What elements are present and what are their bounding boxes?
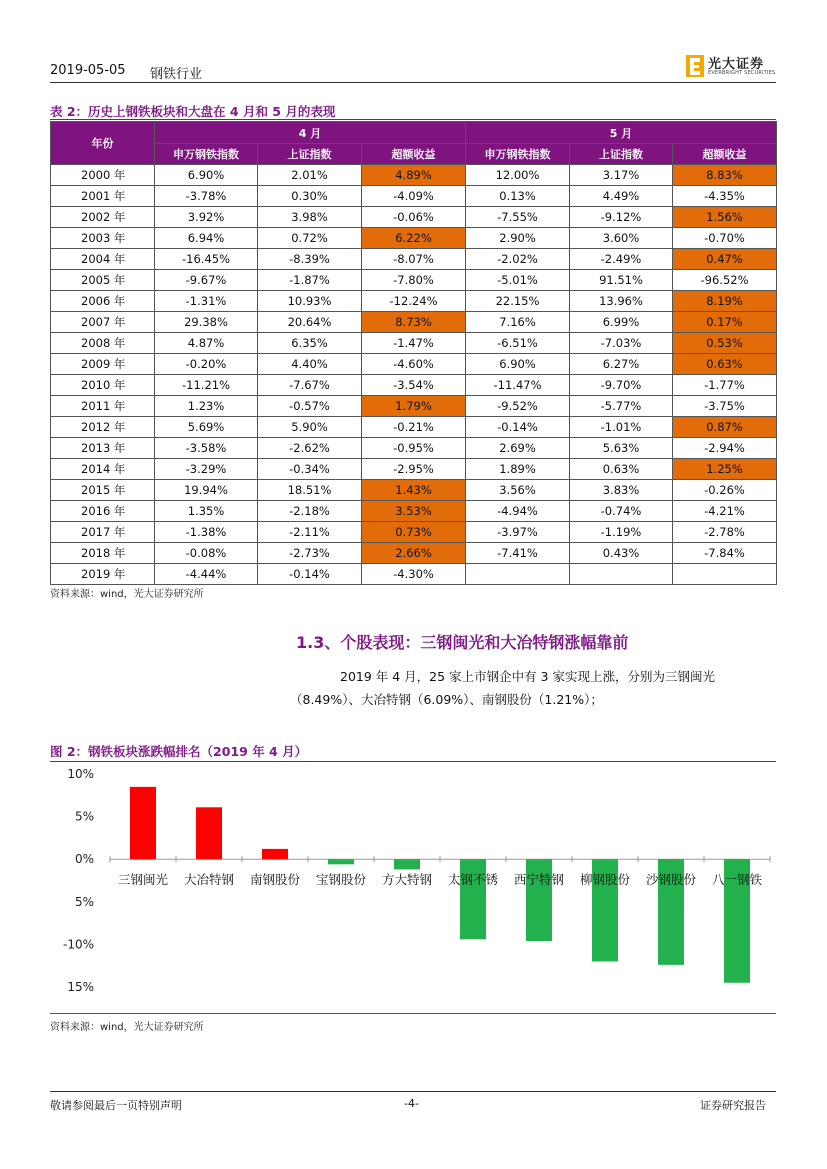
header-year: 年份 xyxy=(51,122,155,165)
y-tick-label: 0% xyxy=(74,852,94,867)
sub-header: 上证指数 xyxy=(570,144,673,165)
table-row xyxy=(51,438,777,459)
value-cell: -12.24% xyxy=(362,291,466,312)
value-cell: 1.35% xyxy=(155,501,258,522)
table-row xyxy=(51,480,777,501)
value-cell: -0.57% xyxy=(258,396,362,417)
y-tick-label: 10% xyxy=(67,767,94,781)
table-source: 资料来源：wind，光大证券研究所 xyxy=(50,589,204,600)
value-cell: -2.78% xyxy=(673,522,777,543)
value-cell: -4.21% xyxy=(673,501,777,522)
year-cell: 2018 年 xyxy=(51,543,155,564)
value-cell: 6.27% xyxy=(570,354,673,375)
company-logo xyxy=(686,53,778,79)
y-tick-label: 5% xyxy=(74,809,94,824)
year-cell: 2015 年 xyxy=(51,480,155,501)
value-cell: 3.83% xyxy=(570,480,673,501)
table-row xyxy=(51,249,777,270)
highlighted-value-cell: 6.22% xyxy=(362,228,466,249)
year-cell: 2014 年 xyxy=(51,459,155,480)
value-cell: 0.72% xyxy=(258,228,362,249)
figure-source: 资料来源：wind，光大证券研究所 xyxy=(50,1022,204,1033)
table-row xyxy=(51,417,777,438)
value-cell: 91.51% xyxy=(570,270,673,291)
highlighted-value-cell: 4.89% xyxy=(362,165,466,186)
value-cell: 4.49% xyxy=(570,186,673,207)
value-cell: -3.54% xyxy=(362,375,466,396)
table-row xyxy=(51,543,777,564)
value-cell: -11.21% xyxy=(155,375,258,396)
value-cell: -7.84% xyxy=(673,543,777,564)
value-cell: -8.07% xyxy=(362,249,466,270)
logo-text-en: EVERBRIGHT SECURITIES xyxy=(708,70,776,76)
footer-report-type: 证券研究报告 xyxy=(700,1099,766,1112)
value-cell: -1.19% xyxy=(570,522,673,543)
value-cell: 1.23% xyxy=(155,396,258,417)
value-cell: -2.94% xyxy=(673,438,777,459)
stock-change-bar-chart xyxy=(50,762,776,1014)
category-label: 方大特钢 xyxy=(381,872,433,888)
year-cell: 2008 年 xyxy=(51,333,155,354)
paragraph-line-2: （8.49%）、大冶特钢（6.09%）、南钢股份（1.21%）； xyxy=(290,692,603,707)
value-cell: -1.77% xyxy=(673,375,777,396)
value-cell: 19.94% xyxy=(155,480,258,501)
highlighted-value-cell: 8.83% xyxy=(673,165,777,186)
value-cell: 10.93% xyxy=(258,291,362,312)
table-row xyxy=(51,207,777,228)
value-cell: -1.87% xyxy=(258,270,362,291)
highlighted-value-cell: 0.73% xyxy=(362,522,466,543)
performance-table xyxy=(50,121,777,585)
table-row xyxy=(51,312,777,333)
value-cell: -0.26% xyxy=(673,480,777,501)
sub-header: 上证指数 xyxy=(258,144,362,165)
year-cell: 2017 年 xyxy=(51,522,155,543)
category-label: 宝钢股份 xyxy=(315,872,367,888)
sub-header: 申万钢铁指数 xyxy=(466,144,570,165)
value-cell: -2.73% xyxy=(258,543,362,564)
header-industry: 钢铁行业 xyxy=(150,67,203,82)
value-cell: -1.38% xyxy=(155,522,258,543)
category-label: 沙钢股份 xyxy=(645,872,697,888)
value-cell: -0.20% xyxy=(155,354,258,375)
value-cell: 0.30% xyxy=(258,186,362,207)
year-cell: 2007 年 xyxy=(51,312,155,333)
value-cell: -11.47% xyxy=(466,375,570,396)
value-cell: -3.97% xyxy=(466,522,570,543)
year-cell: 2003 年 xyxy=(51,228,155,249)
table-row xyxy=(51,228,777,249)
logo-text-cn: 光大证券 xyxy=(708,57,765,72)
year-cell: 2013 年 xyxy=(51,438,155,459)
value-cell: 5.90% xyxy=(258,417,362,438)
value-cell: -9.12% xyxy=(570,207,673,228)
category-label: 八一钢铁 xyxy=(711,872,763,888)
year-cell: 2012 年 xyxy=(51,417,155,438)
value-cell: 3.60% xyxy=(570,228,673,249)
value-cell: 7.16% xyxy=(466,312,570,333)
value-cell: -0.95% xyxy=(362,438,466,459)
value-cell: -0.08% xyxy=(155,543,258,564)
value-cell: -96.52% xyxy=(673,270,777,291)
page-number: -4- xyxy=(404,1097,419,1110)
sub-header: 超额收益 xyxy=(673,144,777,165)
table-row xyxy=(51,165,777,186)
year-cell: 2002 年 xyxy=(51,207,155,228)
value-cell: 4.87% xyxy=(155,333,258,354)
paragraph-line-1: 2019 年 4 月，25 家上市钢企中有 3 家实现上涨，分别为三钢闽光 xyxy=(340,669,715,684)
year-cell: 2016 年 xyxy=(51,501,155,522)
value-cell: -2.11% xyxy=(258,522,362,543)
highlighted-value-cell: 1.25% xyxy=(673,459,777,480)
bar-3 xyxy=(262,849,288,859)
value-cell: -7.55% xyxy=(466,207,570,228)
bar-5 xyxy=(394,859,420,869)
value-cell: -2.02% xyxy=(466,249,570,270)
figure-caption: 图 2：钢铁板块涨跌幅排名（2019 年 4 月） xyxy=(50,744,308,759)
value-cell: 29.38% xyxy=(155,312,258,333)
value-cell: -6.51% xyxy=(466,333,570,354)
highlighted-value-cell: 0.87% xyxy=(673,417,777,438)
table-row xyxy=(51,291,777,312)
value-cell: 6.35% xyxy=(258,333,362,354)
category-label: 南钢股份 xyxy=(249,872,301,888)
year-cell: 2010 年 xyxy=(51,375,155,396)
value-cell: -3.29% xyxy=(155,459,258,480)
value-cell: -7.41% xyxy=(466,543,570,564)
footer-disclaimer: 敬请参阅最后一页特别声明 xyxy=(50,1099,182,1112)
value-cell: -0.14% xyxy=(258,564,362,585)
bar-1 xyxy=(130,787,156,859)
highlighted-value-cell: 2.66% xyxy=(362,543,466,564)
value-cell: 3.17% xyxy=(570,165,673,186)
value-cell: -5.77% xyxy=(570,396,673,417)
value-cell: -9.52% xyxy=(466,396,570,417)
sub-header: 超额收益 xyxy=(362,144,466,165)
table-row xyxy=(51,564,777,585)
y-tick-label: 5% xyxy=(74,894,94,909)
value-cell: -1.01% xyxy=(570,417,673,438)
footer-rule xyxy=(50,1091,776,1092)
value-cell: 20.64% xyxy=(258,312,362,333)
table-row xyxy=(51,333,777,354)
value-cell: -2.95% xyxy=(362,459,466,480)
year-cell: 2009 年 xyxy=(51,354,155,375)
value-cell: -0.14% xyxy=(466,417,570,438)
value-cell: -0.70% xyxy=(673,228,777,249)
category-label: 西宁特钢 xyxy=(513,872,565,888)
value-cell: 12.00% xyxy=(466,165,570,186)
year-cell: 2004 年 xyxy=(51,249,155,270)
bar-4 xyxy=(328,859,354,864)
value-cell: -4.44% xyxy=(155,564,258,585)
value-cell: 1.89% xyxy=(466,459,570,480)
value-cell: -4.60% xyxy=(362,354,466,375)
value-cell: 6.94% xyxy=(155,228,258,249)
value-cell: 4.40% xyxy=(258,354,362,375)
category-label: 大冶特钢 xyxy=(183,872,235,888)
table-row xyxy=(51,186,777,207)
category-label: 太钢不锈 xyxy=(447,872,499,888)
year-cell: 2019 年 xyxy=(51,564,155,585)
value-cell: 2.69% xyxy=(466,438,570,459)
value-cell xyxy=(570,564,673,585)
value-cell: 5.69% xyxy=(155,417,258,438)
header-april: 4 月 xyxy=(155,122,466,144)
value-cell xyxy=(466,564,570,585)
value-cell: -7.80% xyxy=(362,270,466,291)
value-cell: 0.63% xyxy=(570,459,673,480)
table-caption-rule xyxy=(50,119,776,120)
table-caption: 表 2：历史上钢铁板块和大盘在 4 月和 5 月的表现 xyxy=(50,104,336,119)
category-label: 三钢闽光 xyxy=(117,872,169,888)
value-cell: 3.98% xyxy=(258,207,362,228)
value-cell: -1.47% xyxy=(362,333,466,354)
value-cell: -4.30% xyxy=(362,564,466,585)
table-row xyxy=(51,501,777,522)
value-cell: 3.92% xyxy=(155,207,258,228)
value-cell: -4.35% xyxy=(673,186,777,207)
section-heading: 1.3、个股表现：三钢闽光和大冶特钢涨幅靠前 xyxy=(296,633,629,652)
category-label: 柳钢股份 xyxy=(579,872,631,888)
highlighted-value-cell: 3.53% xyxy=(362,501,466,522)
value-cell: 6.99% xyxy=(570,312,673,333)
year-cell: 2006 年 xyxy=(51,291,155,312)
value-cell xyxy=(673,564,777,585)
highlighted-value-cell: 0.47% xyxy=(673,249,777,270)
figure-bottom-rule xyxy=(50,1013,776,1014)
value-cell: -7.03% xyxy=(570,333,673,354)
value-cell: -2.18% xyxy=(258,501,362,522)
table-row xyxy=(51,354,777,375)
value-cell: -7.67% xyxy=(258,375,362,396)
sub-header: 申万钢铁指数 xyxy=(155,144,258,165)
everbright-logo-icon xyxy=(686,55,704,77)
value-cell: -4.09% xyxy=(362,186,466,207)
highlighted-value-cell: 8.19% xyxy=(673,291,777,312)
header-may: 5 月 xyxy=(466,122,777,144)
value-cell: 18.51% xyxy=(258,480,362,501)
value-cell: 13.96% xyxy=(570,291,673,312)
value-cell: -8.39% xyxy=(258,249,362,270)
value-cell: -3.75% xyxy=(673,396,777,417)
y-tick-label: 15% xyxy=(67,980,94,994)
highlighted-value-cell: 1.56% xyxy=(673,207,777,228)
value-cell: -3.78% xyxy=(155,186,258,207)
value-cell: 3.56% xyxy=(466,480,570,501)
value-cell: -0.34% xyxy=(258,459,362,480)
value-cell: -5.01% xyxy=(466,270,570,291)
table-row xyxy=(51,459,777,480)
value-cell: -3.58% xyxy=(155,438,258,459)
value-cell: 22.15% xyxy=(466,291,570,312)
header-date: 2019-05-05 xyxy=(50,63,126,78)
highlighted-value-cell: 1.43% xyxy=(362,480,466,501)
highlighted-value-cell: 8.73% xyxy=(362,312,466,333)
year-cell: 2011 年 xyxy=(51,396,155,417)
value-cell: -0.74% xyxy=(570,501,673,522)
value-cell: 6.90% xyxy=(155,165,258,186)
table-row xyxy=(51,522,777,543)
value-cell: -9.67% xyxy=(155,270,258,291)
highlighted-value-cell: 1.79% xyxy=(362,396,466,417)
header-rule xyxy=(50,82,776,83)
value-cell: 0.43% xyxy=(570,543,673,564)
value-cell: 5.63% xyxy=(570,438,673,459)
table-row xyxy=(51,396,777,417)
value-cell: -0.06% xyxy=(362,207,466,228)
year-cell: 2000 年 xyxy=(51,165,155,186)
value-cell: -4.94% xyxy=(466,501,570,522)
value-cell: -9.70% xyxy=(570,375,673,396)
table-row xyxy=(51,375,777,396)
highlighted-value-cell: 0.63% xyxy=(673,354,777,375)
value-cell: -2.62% xyxy=(258,438,362,459)
value-cell: 2.90% xyxy=(466,228,570,249)
highlighted-value-cell: 0.17% xyxy=(673,312,777,333)
value-cell: -1.31% xyxy=(155,291,258,312)
year-cell: 2001 年 xyxy=(51,186,155,207)
value-cell: -16.45% xyxy=(155,249,258,270)
bar-2 xyxy=(196,807,222,859)
value-cell: -0.21% xyxy=(362,417,466,438)
table-row xyxy=(51,270,777,291)
value-cell: 2.01% xyxy=(258,165,362,186)
value-cell: -2.49% xyxy=(570,249,673,270)
highlighted-value-cell: 0.53% xyxy=(673,333,777,354)
value-cell: 0.13% xyxy=(466,186,570,207)
value-cell: 6.90% xyxy=(466,354,570,375)
y-tick-label: -10% xyxy=(62,937,94,952)
year-cell: 2005 年 xyxy=(51,270,155,291)
